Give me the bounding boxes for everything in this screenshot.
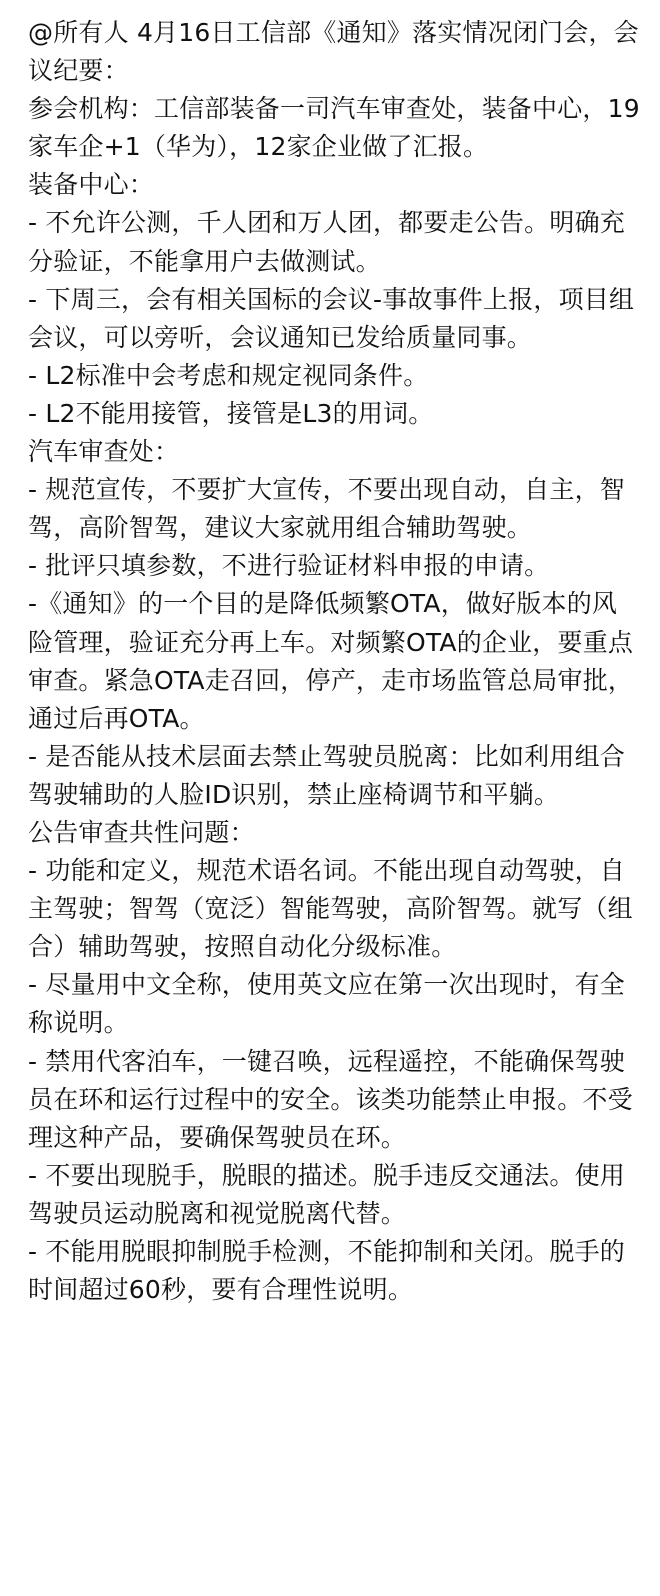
notes-line-l2-takeover: - L2不能用接管，接管是L3的用词。 — [28, 398, 434, 428]
notes-line-public-testing: - 不允许公测，千人团和万人团，都要走公告。明确充分验证，不能拿用户去做测试。 — [28, 208, 625, 276]
notes-line-l2-standard: - L2标准中会考虑和规定视同条件。 — [28, 360, 429, 390]
notes-line-attendees: 参会机构：工信部装备一司汽车审查处，装备中心，19家车企+1（华为），12家企业做了汇报。 — [28, 94, 640, 162]
notes-line-terminology: - 功能和定义，规范术语名词。不能出现自动驾驶，自主驾驶；智驾（宽泛）智能驾驶，高阶智驾。就写（组合）辅助驾驶，按照自动化分级标准。 — [28, 856, 633, 962]
notes-section-equipment-center: 装备中心： — [28, 170, 155, 200]
notes-line-next-wednesday-meeting: - 下周三，会有相关国标的会议-事故事件上报，项目组会议，可以旁听，会议通知已发给质量同事。 — [28, 284, 635, 352]
notes-line-publicity: - 规范宣传，不要扩大宣传，不要出现自动，自主，智驾，高阶智驾，建议大家就用组合辅助驾驶。 — [28, 475, 625, 543]
notes-line-mention-header: @所有人 4月16日工信部《通知》落实情况闭门会，会议纪要： — [28, 18, 639, 86]
meeting-notes-text — [28, 14, 640, 1309]
notes-line-driver-disengagement: - 是否能从技术层面去禁止驾驶员脱离：比如利用组合驾驶辅助的人脸ID识别，禁止座椅调节和平躺。 — [28, 741, 625, 809]
notes-line-valet-parking: - 禁用代客泊车，一键召唤，远程遥控，不能确保驾驶员在环和运行过程中的安全。该类功能禁止申报。不受理这种产品，要确保驾驶员在环。 — [28, 1046, 633, 1152]
notes-line-hands-off: - 不要出现脱手，脱眼的描述。脱手违反交通法。使用驾驶员运动脱离和视觉脱离代替。 — [28, 1160, 625, 1228]
notes-section-common-issues: 公告审查共性问题： — [28, 817, 255, 847]
notes-section-vehicle-review: 汽车审查处： — [28, 437, 180, 467]
notes-line-ota: -《通知》的一个目的是降低频繁OTA，做好版本的风险管理，验证充分再上车。对频繁OTA的企业，要重点审查。紧急OTA走召回，停产，走市场监管总局审批，通过后再OTA。 — [28, 589, 634, 733]
notes-line-parameters-only: - 批评只填参数，不进行验证材料申报的申请。 — [28, 551, 550, 581]
notes-line-eyes-off-detection: - 不能用脱眼抑制脱手检测，不能抑制和关闭。脱手的时间超过60秒，要有合理性说明。 — [28, 1237, 625, 1305]
notes-line-chinese-names: - 尽量用中文全称，使用英文应在第一次出现时，有全称说明。 — [28, 970, 625, 1038]
